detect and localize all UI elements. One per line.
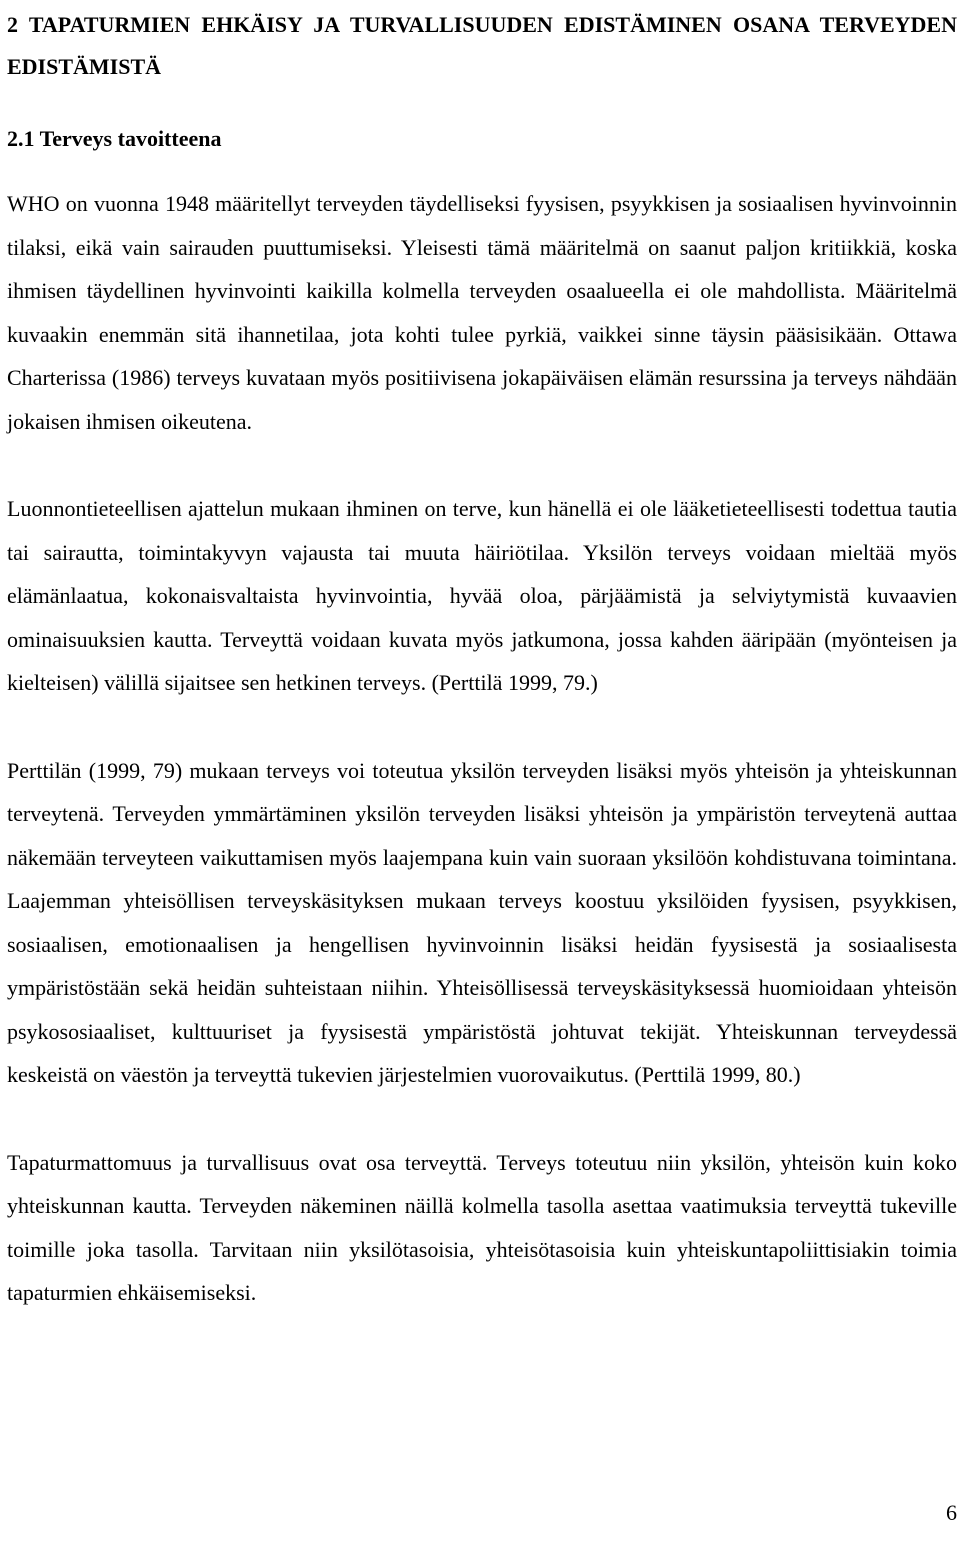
chapter-title: 2 TAPATURMIEN EHKÄISY JA TURVALLISUUDEN EDISTÄMINEN OSANA TERVEYDEN EDISTÄMISTÄ bbox=[7, 12, 957, 79]
paragraph-safety-health: Tapaturmattomuus ja turvallisuus ovat osa terveyttä. Terveys toteutuu niin yksilön, yhteisön kuin koko yhteiskunnan kautta. Terveyden näkeminen näillä kolmella tasolla asettaa vaatimuksia terveyttä tukeville toimille joka tasolla. Tarvitaan niin yksilötasoisia, yhteisötasoisia kuin yhteiskuntapoliittisiakin toimia tapaturmien ehkäisemiseksi. bbox=[7, 1149, 957, 1305]
page-number: 6 bbox=[946, 1500, 957, 1525]
paragraph-natural-science-view: Luonnontieteellisen ajattelun mukaan ihminen on terve, kun hänellä ei ole lääketieteellisesti todettua tautia tai sairautta, toimintakyvyn vajausta tai muuta häiriötilaa. Yksilön terveys voidaan mieltää myös elämänlaatua, kokonaisvaltaista hyvinvointia, hyvää oloa, pärjäämistä ja selviytymistä kuvaavien ominaisuuksien kautta. Terveyttä voidaan kuvata myös jatkumona, jossa kahden ääripään (myönteisen ja kielteisen) välillä sijaitsee sen hetkinen terveys. (Perttilä 1999, 79.) bbox=[7, 496, 957, 695]
paragraph-community-health: Perttilän (1999, 79) mukaan terveys voi toteutua yksilön terveyden lisäksi myös yhteisön ja yhteiskunnan terveytenä. Terveyden ymmärtäminen yksilön terveyden lisäksi yhteisön ja ympäristön terveytenä auttaa näkemään terveyteen vaikuttamisen myös laajempana kuin vain suoraan yksilöön kohdistuvana toimintana. Laajemman yhteisöllisen terveyskäsityksen mukaan terveys koostuu yksilöiden fyysisen, psyykkisen, sosiaalisen, emotionaalisen ja hengellisen hyvinvoinnin lisäksi heidän fyysisestä ja sosiaalisesta ympäristöstään sekä heidän suhteistaan niihin. Yhteisöllisessä terveyskäsityksessä huomioidaan yhteisön psykososiaaliset, kulttuuriset ja fyysisestä ympäristöstä johtuvat tekijät. Yhteiskunnan terveydessä keskeistä on väestön ja terveyttä tukevien järjestelmien vuorovaikutus. (Perttilä 1999, 80.) bbox=[7, 757, 957, 1087]
document-page bbox=[7, 0, 957, 1315]
section-title: 2.1 Terveys tavoitteena bbox=[7, 126, 222, 151]
paragraph-who-definition: WHO on vuonna 1948 määritellyt terveyden täydelliseksi fyysisen, psyykkisen ja sosiaalisen hyvinvoinnin tilaksi, eikä vain sairauden puuttumiseksi. Yleisesti tämä määritelmä on saanut paljon kritiikkiä, koska ihmisen täydellinen hyvinvointi kaikilla kolmella terveyden osaalueella ei ole mahdollista. Määritelmä kuvaakin enemmän sitä ihannetilaa, jota kohti tulee pyrkiä, vaikkei sinne täysin pääsisikään. Ottawa Charterissa (1986) terveys kuvataan myös positiivisena jokapäiväisen elämän resurssina ja terveys nähdään jokaisen ihmisen oikeutena. bbox=[7, 191, 957, 434]
